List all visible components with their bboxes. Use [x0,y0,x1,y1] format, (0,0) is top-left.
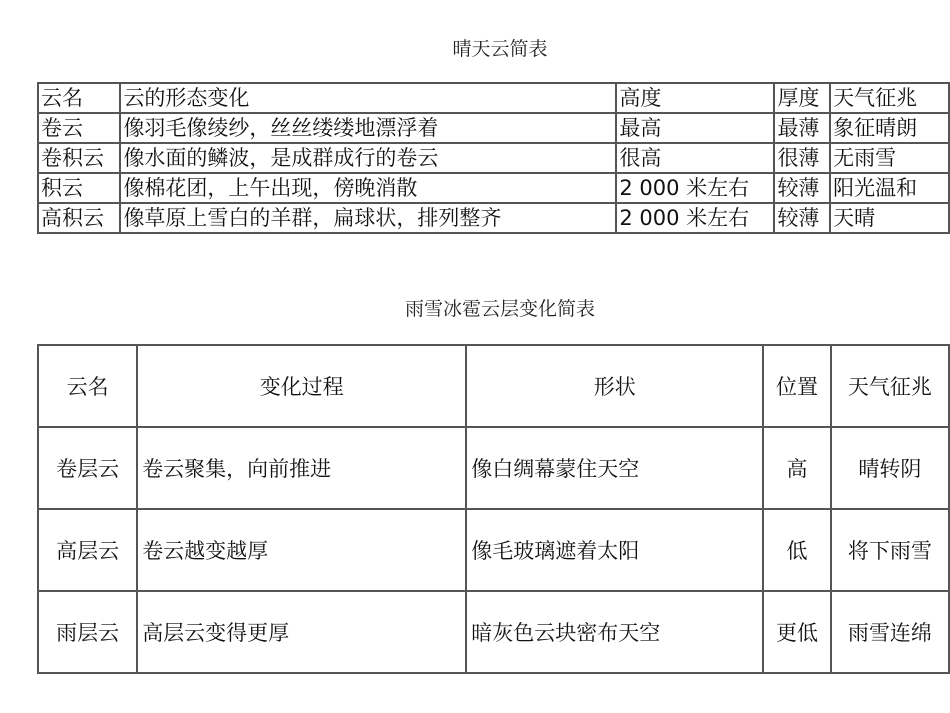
table-cell: 将下雨雪 [831,509,949,591]
table-cell: 高 [763,427,831,509]
table-cell: 像棉花团，上午出现，傍晚消散 [120,173,616,203]
table1-title: 晴天云简表 [452,38,548,60]
table-cell: 无雨雪 [830,143,949,173]
table-header-row [38,345,949,427]
table-cell: 像毛玻璃遮着太阳 [466,509,763,591]
header-cell: 云的形态变化 [120,83,616,113]
table-row [38,591,949,673]
table-cell: 最高 [616,113,774,143]
table-row [38,203,949,233]
table-cell: 2 000 米左右 [616,203,774,233]
table-cell: 像白绸幕蒙住天空 [466,427,763,509]
table-cell: 阳光温和 [830,173,949,203]
table-cell: 低 [763,509,831,591]
table-cell: 高积云 [38,203,120,233]
header-cell: 云名 [38,83,120,113]
table-cell: 较薄 [774,173,830,203]
table-row [38,427,949,509]
table-cell: 雨层云 [38,591,137,673]
table-cell: 较薄 [774,203,830,233]
header-cell: 变化过程 [137,345,466,427]
header-cell: 位置 [763,345,831,427]
table-cell: 更低 [763,591,831,673]
table-cell: 高层云 [38,509,137,591]
table-cell: 卷云越变越厚 [137,509,466,591]
table2-title: 雨雪冰雹云层变化简表 [404,298,595,320]
table-header-row [38,83,949,113]
rain-snow-cloud-table [37,344,950,674]
table-cell: 卷云聚集，向前推进 [137,427,466,509]
table-cell: 很高 [616,143,774,173]
table-row [38,509,949,591]
header-cell: 厚度 [774,83,830,113]
table-cell: 像水面的鳞波，是成群成行的卷云 [120,143,616,173]
header-cell: 高度 [616,83,774,113]
table-cell: 最薄 [774,113,830,143]
header-cell: 形状 [466,345,763,427]
table-cell: 雨雪连绵 [831,591,949,673]
table-cell: 天晴 [830,203,949,233]
clear-sky-cloud-table [37,82,950,234]
table-cell: 2 000 米左右 [616,173,774,203]
table-cell: 高层云变得更厚 [137,591,466,673]
table-cell: 卷云 [38,113,120,143]
table-row [38,143,949,173]
header-cell: 云名 [38,345,137,427]
table-cell: 积云 [38,173,120,203]
table-cell: 晴转阴 [831,427,949,509]
header-cell: 天气征兆 [830,83,949,113]
header-cell: 天气征兆 [831,345,949,427]
table-row [38,113,949,143]
table-row [38,173,949,203]
table-cell: 像草原上雪白的羊群，扁球状，排列整齐 [120,203,616,233]
table-cell: 很薄 [774,143,830,173]
table-cell: 暗灰色云块密布天空 [466,591,763,673]
table-cell: 卷层云 [38,427,137,509]
table-cell: 象征晴朗 [830,113,949,143]
table-cell: 像羽毛像绫纱，丝丝缕缕地漂浮着 [120,113,616,143]
table-cell: 卷积云 [38,143,120,173]
